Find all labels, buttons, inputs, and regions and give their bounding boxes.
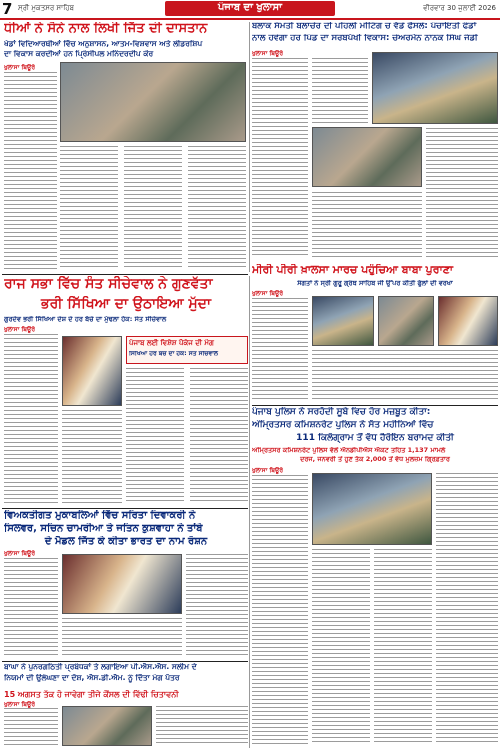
protest-photo (62, 706, 152, 746)
story-miri-piri-march (252, 264, 498, 404)
story-medals (2, 510, 248, 660)
headline: ਧੀਆਂ ਨੇ ਸੋਨੇ ਨਾਲ ਲਿਖੀ ਜਿੱਤ ਦੀ ਦਾਸਤਾਨ (4, 22, 208, 36)
pull-quote-box (126, 336, 248, 364)
section-rule (2, 661, 248, 662)
section-banner-text: ਪੰਜਾਬ ਦਾ ਖੁਲਾਸਾ (217, 2, 282, 13)
byline: ਖੁਲਾਸਾ ਬਿਊਰੋ (4, 64, 36, 71)
byline: ਖੁਲਾਸਾ ਬਿਊਰੋ (252, 467, 284, 474)
headline-2: ਭਰੀ ਸਿੱਖਿਆ ਦਾ ਉਠਾਇਆ ਮੁੱਦਾ (41, 296, 211, 312)
byline: ਖੁਲਾਸਾ ਬਿਊਰੋ (4, 701, 36, 708)
march-photo-2 (378, 296, 434, 346)
headline-2: ਨਿਯਮਾਂ ਦੀ ਉਲੰਘਣਾ ਦਾ ਦੋਸ਼, ਐਸ.ਡੀ.ਐਮ. ਨੂੰ ਦਿੱਤਾ ਮੰਗ ਪੱਤਰ (4, 674, 180, 682)
body-text-col-2 (156, 706, 248, 746)
body-text-col-3 (190, 368, 248, 504)
headline: ਰਾਜ ਸਭਾ ਵਿੱਚ ਸੰਤ ਸੀਚੇਵਾਲ ਨੇ ਗੁਣਵੱਤਾ (4, 276, 213, 292)
body-text-col-2 (60, 146, 118, 270)
body-text-col-1 (4, 708, 58, 746)
subheadline: ਸੰਗਤਾਂ ਨੇ ਸ੍ਰੀ ਗੁਰੂ ਗ੍ਰੰਥ ਸਾਹਿਬ ਜੀ ਉੱਪਰ ਕੀਤੀ ਫੁੱਲਾਂ ਦੀ ਵਰਖਾ (297, 280, 453, 287)
story-daughters-gold (2, 22, 247, 272)
headline: 15 ਅਗਸਤ ਤੱਕ ਹੋ ਜਾਵੇਗਾ ਤੀਜੇ ਕੌਂਸਲ ਦੀ ਵਿੱਢੀ ਚਿਤਾਵਨੀ (4, 690, 179, 699)
body-text-col-2 (436, 473, 498, 745)
subheadline: ਖੇਡਾਂ ਵਿਦਿਆਰਥੀਆਂ ਵਿੱਚ ਅਨੁਸ਼ਾਸਨ, ਆਤਮ-ਵਿਸ਼ਵਾਸ ਅਤੇ ਲੀਡਰਸ਼ਿਪ (4, 40, 203, 48)
headline: ਪੰਜਾਬ ਪੁਲਿਸ ਨੇ ਸਰਹੱਦੀ ਸੂਬੇ ਵਿਚ ਹੋਰ ਮਜ਼ਬੂਤ ਕੀਤਾ: (252, 407, 431, 417)
headline: ਮੀਰੀ ਪੀਰੀ ਖ਼ਾਲਸਾ ਮਾਰਚ ਪਹੁੰਚਿਆ ਬਾਬਾ ਪੁਰਾਣਾ (252, 264, 454, 276)
body-text-col-1 (252, 58, 308, 258)
headline-3: 111 ਕਿਲੋਗ੍ਰਾਮ ਤੋਂ ਵੱਧ ਹੈਰੋਇਨ ਬਰਾਮਦ ਕੀਤੀ (296, 433, 454, 443)
pull-quote-text: ਸਿੱਖਿਆ ਹਰ ਬੱਚੇ ਦਾ ਹੱਕ: ਸੰਤ ਸੀਚੇਵਾਲ (129, 351, 218, 357)
body-text-col-1 (4, 72, 57, 270)
body-text-col-1 (252, 475, 308, 745)
section-rule (2, 508, 248, 509)
body-text-col-1 (4, 558, 58, 658)
byline: ਖੁਲਾਸਾ ਬਿਊਰੋ (4, 326, 36, 333)
section-banner (165, 1, 335, 16)
body-text-col-4 (188, 146, 246, 270)
officials-photo (312, 127, 422, 187)
headline-2: ਸਿਲਵਰ, ਸਚਿਨ ਚਾਮਰੀਆ ਤੇ ਜਤਿਨ ਕੁਸ਼ਵਾਹਾ ਨੇ ਤਾਂਬੇ (4, 523, 203, 534)
headline-3: ਦੇ ਮੈਡਲ ਜਿੱਤ ਕੇ ਕੀਤਾ ਭਾਰਤ ਦਾ ਨਾਮ ਰੋਸ਼ਨ (44, 536, 208, 547)
body-text-col-2 (312, 350, 498, 402)
subheadline: ਅੰਮ੍ਰਿਤਸਰ ਕਮਿਸ਼ਨਰੇਟ ਪੁਲਿਸ ਵੱਲੋਂ ਐਨਡੀਪੀਐਸ ਐਕਟ ਤਹਿਤ 1,137 ਮਾਮਲੇ (252, 447, 446, 454)
story-amritsar-police (252, 407, 498, 747)
body-text-col-2 (186, 554, 248, 658)
story-august-warning (2, 690, 248, 748)
body-text-col-4 (312, 192, 422, 258)
body-text-col-1 (4, 334, 58, 504)
body-text-col-3 (124, 146, 182, 270)
police-commissioner-photo (312, 473, 432, 545)
story-block-samiti (252, 22, 498, 262)
masthead (0, 0, 500, 18)
march-photo-3 (438, 296, 498, 346)
body-text-col-1 (252, 298, 308, 402)
issue-date: ਵੀਰਵਾਰ 30 ਜੁਲਾਈ 2026 (423, 4, 496, 12)
headline: ਬਲਾਕ ਸੰਮਤੀ ਬਲਾਚੌਰ ਦੀ ਪਹਿਲੀ ਮੀਟਿੰਗ ਚ ਵੱਡੇ ਫੈਸਲੇ: ਪੰਚਾਇਤੀ ਫੰਡਾਂ (252, 22, 477, 31)
section-left-title: ਸ੍ਰੀ ਮੁਕਤਸਰ ਸਾਹਿਬ (18, 4, 75, 12)
body-text-col-3 (312, 549, 370, 745)
march-photo-1 (312, 296, 374, 346)
body-text-col-4 (374, 549, 432, 745)
subheadline: ਗੁਰਦੇਵ ਭਰੀ ਸਿੱਖਿਆ ਦੇਸ਼ ਦੇ ਹਰ ਬੱਚੇ ਦਾ ਮੁੱਢਲਾ ਹੱਕ: ਸੰਤ ਸੀਚੇਵਾਲ (4, 316, 167, 323)
team-photo (60, 62, 246, 142)
column-divider (249, 22, 250, 272)
seechewal-portrait (62, 336, 122, 406)
byline: ਖੁਲਾਸਾ ਬਿਊਰੋ (4, 550, 36, 557)
headline: ਬਾਘਾ ਨੇ ਪੁਨਰਗਠਿਤੀ ਪ੍ਰਬੰਧਕਾਂ ਤੇ ਲਗਾਇਆ ਪੀ.ਐਸ.ਐਸ. ਸਲੀਮ ਦੇ (4, 663, 197, 671)
story-bagha-memorandum (2, 663, 248, 693)
pull-quote-title: ਪੰਜਾਬ ਲਈ ਵਿਸ਼ੇਸ਼ ਪੈਕੇਜ ਦੀ ਮੰਗ (129, 339, 214, 347)
body-text-col-4 (62, 410, 122, 504)
subheadline-2: ਦਰਜ, ਜਨਵਰੀ ਤੋਂ ਹੁਣ ਤੱਕ 2,000 ਤੋਂ ਵੱਧ ਮੁਲਜ਼ਮ ਗ੍ਰਿਫ਼ਤਾਰ (300, 456, 450, 463)
story-seechewal-education (2, 276, 248, 506)
body-text-col-3 (426, 128, 498, 258)
body-text-col-2 (312, 58, 368, 123)
byline: ਖੁਲਾਸਾ ਬਿਊਰੋ (252, 50, 284, 57)
headline-2: ਅੰਮ੍ਰਿਤਸਰ ਕਮਿਸ਼ਨਰੇਟ ਪੁਲਿਸ ਨੇ ਸੱਤ ਮਹੀਨਿਆਂ ਵਿੱਚ (252, 420, 434, 430)
subheadline-2: ਦਾ ਵਿਕਾਸ ਕਰਦੀਆਂ ਹਨ ਪ੍ਰਿੰਸੀਪਲ ਮਨਿੰਦਰਦੀਪ ਕੌਰ (4, 50, 154, 58)
column-divider (249, 276, 250, 748)
headline-2: ਨਾਲ ਹੋਵੇਗਾ ਹਰ ਪਿੰਡ ਦਾ ਸਰਬਪੱਖੀ ਵਿਕਾਸ: ਚੇਅਰਮੈਨ ਨਾਨਕ ਸਿੰਘ ਜੰਡੀ (252, 34, 478, 43)
masthead-rule (0, 18, 500, 20)
section-rule (2, 274, 248, 275)
meeting-photo (372, 52, 498, 124)
body-text-col-3 (62, 618, 182, 658)
body-text-col-2 (126, 368, 184, 504)
headline: ਵਿਅਕਤੀਗਤ ਮੁਕਾਬਲਿਆਂ ਵਿੱਚ ਸਰਿਤਾ ਦਿਵਾਕਰੀ ਨੇ (4, 510, 196, 521)
byline: ਖੁਲਾਸਾ ਬਿਊਰੋ (252, 290, 284, 297)
section-rule (252, 405, 498, 406)
page-number: 7 (2, 0, 13, 18)
medalists-photo (62, 554, 182, 614)
